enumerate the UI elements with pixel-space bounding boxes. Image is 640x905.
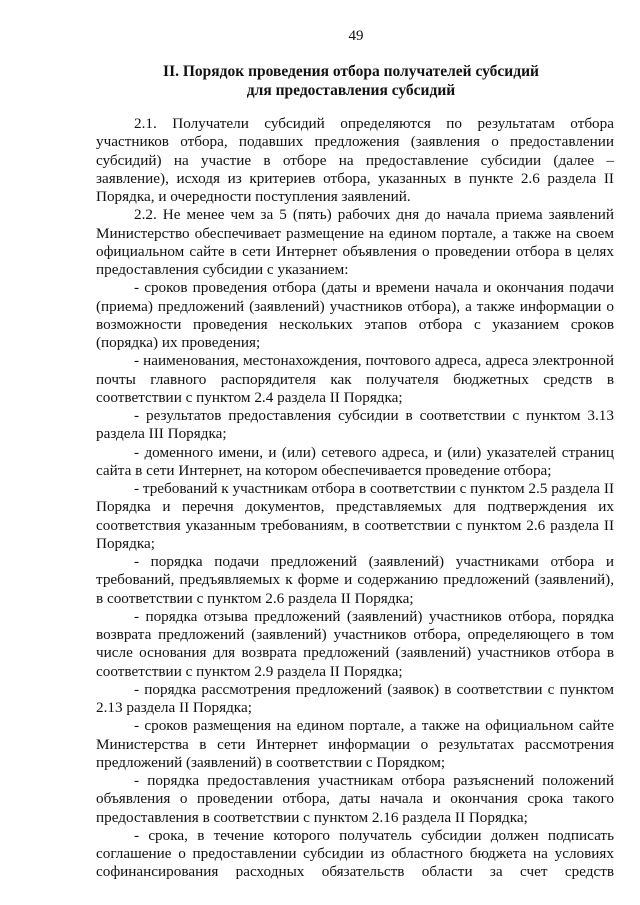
list-item-requirements: - требований к участникам отбора в соответствии с пунктом 2.5 раздела II Порядка и перечня документов, представляемых для подтверждения их соответствия указанным требованиям, в соответствии с пунктом 2.6 раздела II Порядка; bbox=[96, 480, 614, 552]
list-item-agreement-term: - срока, в течение которого получатель субсидии должен подписать соглашение о предоставлении субсидии из областного бюджета на условиях софинансирования расходных обязательств области за счет средств bbox=[96, 826, 614, 881]
list-item-publication-terms: - сроков размещения на едином портале, а также на официальном сайте Министерства в сети Интернет информации о результатах рассмотрения предложений (заявлений) в соответствии с Порядком; bbox=[96, 717, 614, 771]
list-item-deadlines: - сроков проведения отбора (даты и времени начала и окончания подачи (приема) предложений (заявлений) участников отбора), а также информации о возможности проведения нескольких этапов отбора с указанием сроков (порядка) их проведения; bbox=[96, 279, 614, 351]
list-item-review-order: - порядка рассмотрения предложений (заявок) в соответствии с пунктом 2.13 раздела II Порядка; bbox=[96, 680, 614, 716]
page-number: 49 bbox=[348, 28, 364, 44]
list-item-results: - результатов предоставления субсидии в соответствии с пунктом 3.13 раздела III Порядка; bbox=[96, 407, 614, 443]
paragraph-2-2: 2.2. Не менее чем за 5 (пять) рабочих дня до начала приема заявлений Министерство обеспечивает размещение на едином портале, а также на своем официальном сайте в сети Интернет объявления о проведении отбора в целях предоставления субсидии с указанием: bbox=[96, 206, 614, 278]
document-body bbox=[96, 115, 614, 882]
list-item-clarifications: - порядка предоставления участникам отбора разъяснений положений объявления о проведении отбора, даты начала и окончания срока такого предоставления в соответствии с пунктом 2.16 раздела II Порядка; bbox=[96, 772, 614, 826]
list-item-domain: - доменного имени, и (или) сетевого адреса, и (или) указателей страниц сайта в сети Интернет, на котором обеспечивается проведение отбора; bbox=[96, 443, 614, 479]
section-title bbox=[96, 62, 606, 100]
section-title-line-2: для предоставления субсидий bbox=[246, 82, 456, 99]
list-item-withdrawal-order: - порядка отзыва предложений (заявлений) участников отбора, порядка возврата предложений (заявлений) участников отбора, определяющего в том числе основания для возврата предложений (заявлений) участников отбора в соответствии с пунктом 2.9 раздела II Порядка; bbox=[96, 607, 614, 680]
list-item-submission-order: - порядка подачи предложений (заявлений) участниками отбора и требований, предъявляемых к форме и содержанию предложений (заявлений), в соответствии с пунктом 2.6 раздела II Порядка; bbox=[96, 553, 614, 607]
list-item-name-address: - наименования, местонахождения, почтового адреса, адреса электронной почты главного распорядителя как получателя бюджетных средств в соответствии с пунктом 2.4 раздела II Порядка; bbox=[96, 352, 614, 406]
paragraph-2-1: 2.1. Получатели субсидий определяются по результатам отбора участников отбора, подавших предложения (заявления о предоставлении субсидий) на участие в отборе на предоставление субсидии (далее – заявление), исходя из критериев отбора, указанных в пункте 2.6 раздела II Порядка, и очередности поступления заявлений. bbox=[96, 115, 614, 205]
section-title-line-1: II. Порядок проведения отбора получателей субсидий bbox=[163, 63, 539, 80]
